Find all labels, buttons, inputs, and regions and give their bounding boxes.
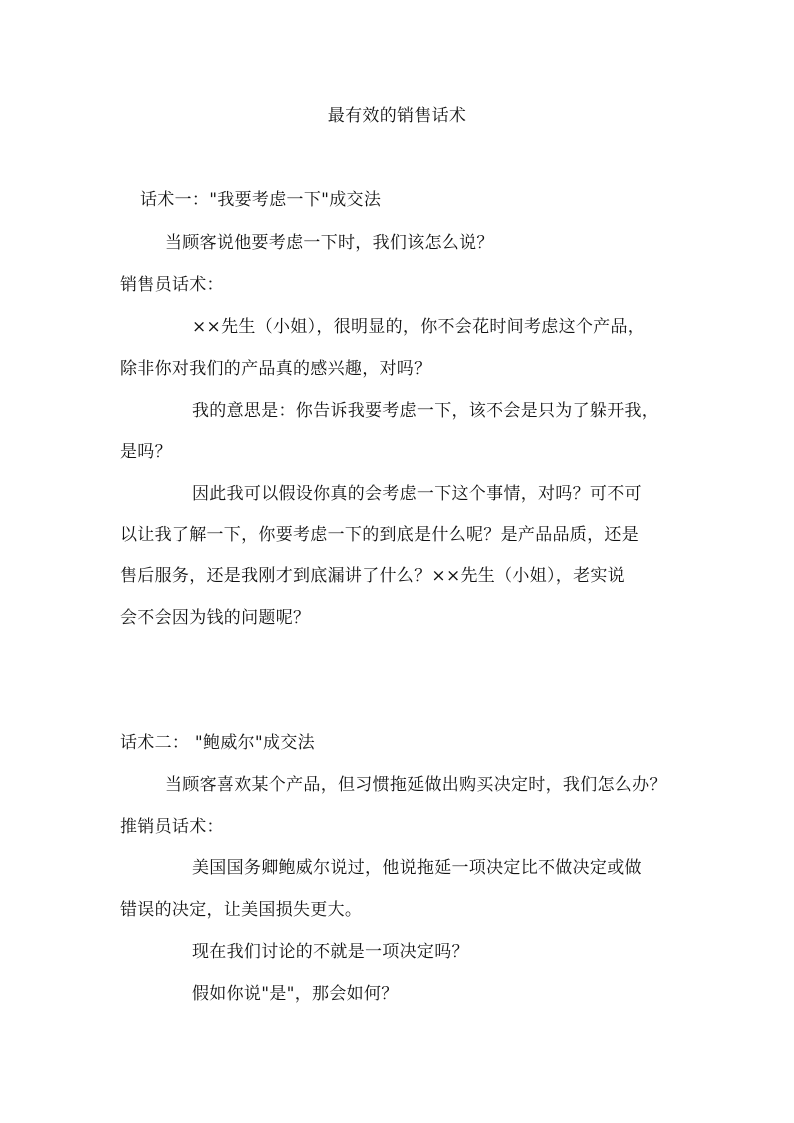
section2-heading: 话术二： "鲍威尔"成交法 — [120, 733, 315, 753]
section1-heading: 话术一："我要考虑一下"成交法 — [140, 190, 382, 210]
paragraph-line: 因此我可以假设你真的会考虑一下这个事情，对吗？可不可 — [192, 484, 642, 504]
section2-label: 推销员话术： — [120, 817, 224, 837]
paragraph-line: ××先生（小姐），很明显的，你不会花时间考虑这个产品， — [192, 317, 646, 337]
paragraph-line: 假如你说"是"，那会如何？ — [192, 984, 399, 1004]
document-title: 最有效的销售话术 — [327, 106, 467, 126]
paragraph-line: 除非你对我们的产品真的感兴趣，对吗？ — [120, 359, 432, 379]
section2-question: 当顾客喜欢某个产品，但习惯拖延做出购买决定时，我们怎么办？ — [165, 775, 667, 795]
paragraph-line: 售后服务，还是我刚才到底漏讲了什么？××先生（小姐），老实说 — [120, 566, 625, 586]
paragraph-line: 是吗？ — [120, 442, 172, 462]
paragraph-line: 以让我了解一下，你要考虑一下的到底是什么呢？是产品品质，还是 — [120, 525, 639, 545]
paragraph-line: 错误的决定，让美国损失更大。 — [120, 900, 363, 920]
paragraph-line: 美国国务卿鲍威尔说过，他说拖延一项决定比不做决定或做 — [192, 858, 642, 878]
section1-question: 当顾客说他要考虑一下时，我们该怎么说？ — [165, 233, 494, 253]
paragraph-line: 现在我们讨论的不就是一项决定吗？ — [192, 942, 469, 962]
paragraph-line: 会不会因为钱的问题呢？ — [120, 608, 311, 628]
section1-label: 销售员话术： — [120, 275, 224, 295]
paragraph-line: 我的意思是：你告诉我要考虑一下，该不会是只为了躲开我， — [192, 401, 660, 421]
